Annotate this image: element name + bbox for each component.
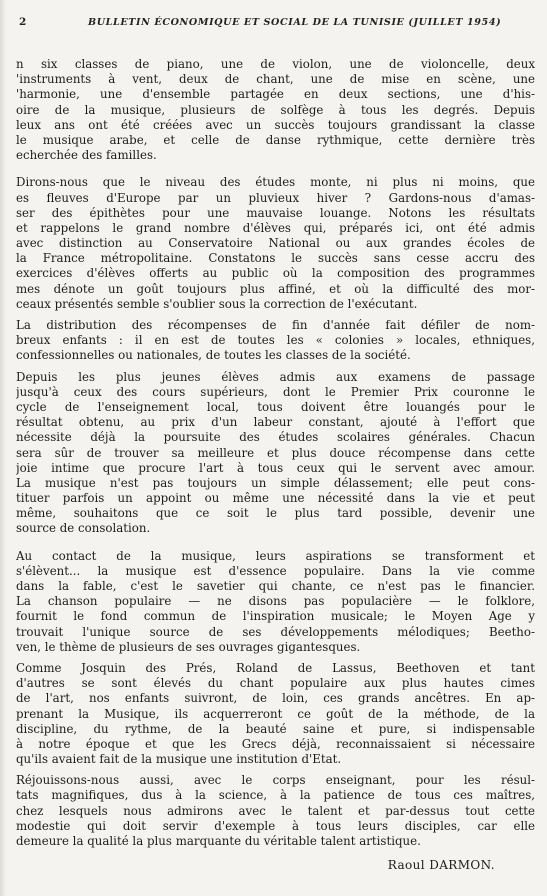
paragraph xyxy=(16,773,535,849)
text-line: Depuis les plus jeunes élèves admis aux examens de passage xyxy=(16,369,535,384)
text-line: modestie qui doit servir d'exemple à tous leurs disciples, car elle xyxy=(16,818,535,833)
text-line: la France métropolitaine. Constatons le succès sans cesse accru des xyxy=(16,251,535,266)
text-line: s'élèvent... la musique est d'essence populaire. Dans la vie comme xyxy=(16,563,535,578)
text-line: joie intime que procure l'art à tous ceux qui le servent avec amour. xyxy=(16,460,535,475)
paragraph xyxy=(16,661,535,767)
text-line: ceaux présentés semble s'oublier sous la correction de l'exécutant. xyxy=(16,296,418,311)
text-line: n six classes de piano, une de violon, une de violoncelle, deux xyxy=(16,57,535,71)
text-line: confessionnelles ou nationales, de toutes les classes de la société. xyxy=(16,348,411,363)
running-head xyxy=(16,12,535,36)
text-line: mes dénote un goût toujours plus affiné, et où la difficulté des mor- xyxy=(16,281,535,296)
text-line: Dirons-nous que le niveau des études monte, ni plus ni moins, que xyxy=(16,175,535,190)
text-line: La musique n'est pas toujours un simple délassement; elle peut cons- xyxy=(16,475,535,490)
text-line: Comme Josquin des Prés, Roland de Lassus, Beethoven et tant xyxy=(16,660,535,675)
text-line: discipline, du rythme, de la beauté saine et pure, si indispensable xyxy=(16,721,535,736)
paragraph xyxy=(16,370,535,537)
text-line: sera sûr de trouver sa meilleure et plus douce récompense dans cette xyxy=(16,445,535,460)
paragraph xyxy=(16,57,535,163)
text-line: de l'art, nos enfants suivront, de loin, ces grands ancêtres. En ap- xyxy=(16,691,535,706)
journal-title: BULLETIN ÉCONOMIQUE ET SOCIAL DE LA TUNISIE (JUILLET 1954) xyxy=(88,17,502,28)
text-line: le musique arabe, et celle de danse rythmique, cette dernière très xyxy=(16,132,535,147)
text-line: d'autres se sont élevés du chant populaire aux plus hautes cimes xyxy=(16,676,535,691)
text-line: ven, le thème de plusieurs de ses ouvrages gigantesques. xyxy=(16,639,361,654)
text-line: à notre époque et que les Grecs déjà, reconnaissaient si nécessaire xyxy=(16,736,535,751)
text-line: 'instruments à vent, deux de chant, une de mise en scène, une xyxy=(16,72,535,87)
text-line: fournit le fond commun de l'inspiration musicale; le Moyen Age y xyxy=(16,609,535,624)
text-line: cycle de l'enseignement local, tous doivent être louangés pour le xyxy=(16,399,535,414)
page-number: 2 xyxy=(19,16,27,28)
text-line: prenant la Musique, ils acquerreront ce goût de la méthode, de la xyxy=(16,706,535,721)
paragraph xyxy=(16,175,535,312)
text-line: La chanson populaire — ne disons pas populacière — le folklore, xyxy=(16,594,535,609)
text-line: Au contact de la musique, leurs aspirations se transforment et xyxy=(16,548,535,563)
text-line: ser des épithètes pour une mauvaise louange. Notons les résultats xyxy=(16,205,535,220)
paragraph xyxy=(16,318,535,364)
text-line: source de consolation. xyxy=(16,521,151,536)
text-line: nécessite déjà la poursuite des études scolaires générales. Chacun xyxy=(16,430,535,445)
text-line: trouvait l'unique source de ses développements mélodiques; Beetho- xyxy=(16,624,535,639)
text-line: es fleuves d'Europe par un pluvieux hiver ? Gardons-nous d'amas- xyxy=(16,190,535,205)
text-line: La distribution des récompenses de fin d'année fait défiler de nom- xyxy=(16,318,535,332)
text-line: echerchée des familles. xyxy=(16,148,157,163)
document-page xyxy=(16,12,535,848)
article-body xyxy=(16,57,535,855)
text-line: tats magnifiques, dus à la science, à la patience de tous ces maîtres, xyxy=(16,788,535,803)
text-line: résultat obtenu, au prix d'un labeur constant, ajouté à l'effort que xyxy=(16,415,535,430)
page-fold-shadow xyxy=(0,0,6,896)
text-line: tituer parfois un appoint ou même une nécessité dans la vie et peut xyxy=(16,491,535,506)
text-line: 'harmonie, une d'ensemble partagée en deux sections, une d'his- xyxy=(16,87,535,102)
text-line: qu'ils avaient fait de la musique une institution d'Etat. xyxy=(16,752,342,767)
text-line: oire de la musique, plusieurs de solfège à tous les degrés. Depuis xyxy=(16,102,535,117)
text-line: même, souhaitons que ce soit le plus tard possible, devenir une xyxy=(16,506,535,521)
text-line: avec distinction au Conservatoire National ou aux grandes écoles de xyxy=(16,236,535,251)
paragraph xyxy=(16,549,535,655)
text-line: breux enfants : il en est de toutes les « colonies » locales, ethniques, xyxy=(16,333,535,348)
text-line: leux ans ont été créées avec un succès toujours grandissant la classe xyxy=(16,117,535,132)
author-signature: Raoul DARMON. xyxy=(387,858,495,872)
text-line: dans la fable, c'est le savetier qui chante, ce n'est pas le financier. xyxy=(16,579,535,593)
text-line: et rappelons le grand nombre d'élèves qui, préparés ici, ont été admis xyxy=(16,220,535,235)
text-line: Réjouissons-nous aussi, avec le corps enseignant, pour les résul- xyxy=(16,773,535,788)
text-line: chez lesquels nous admirons avec le talent et par-dessus tout cette xyxy=(16,803,535,818)
text-line: exercices d'élèves offerts au public où la composition des programmes xyxy=(16,266,535,281)
text-line: jusqu'à ceux des cours supérieurs, dont le Premier Prix couronne le xyxy=(16,384,535,399)
text-line: demeure la qualité la plus marquante du véritable talent artistique. xyxy=(16,834,421,848)
